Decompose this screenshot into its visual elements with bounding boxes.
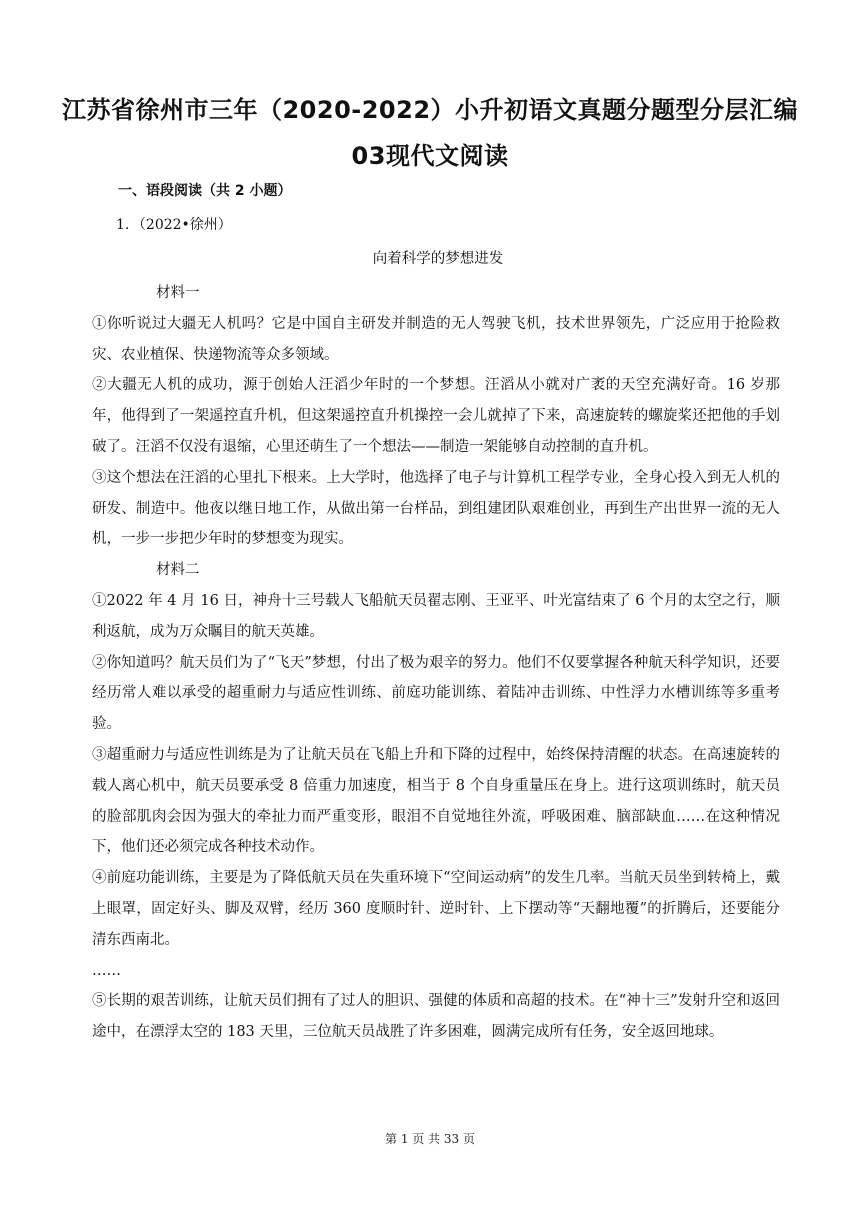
paragraph: ①你听说过大疆无人机吗？它是中国自主研发并制造的无人驾驶飞机，技术世界领先，广泛应用于抢险救灾、农业植保、快递物流等众多领域。 — [92, 315, 780, 363]
document-title-line-1: 江苏省徐州市三年（2020-2022）小升初语文真题分题型分层汇编 — [61, 96, 799, 124]
paragraph: ④前庭功能训练，主要是为了降低航天员在失重环境下“空间运动病”的发生几率。当航天员坐到转椅上，戴上眼罩，固定好头、脚及双臂，经历 360 度顺时针、逆时针、上下摆动等“天翻地覆”的折腾后，还要能分清东西南北。 — [92, 870, 780, 948]
paragraph: ③超重耐力与适应性训练是为了让航天员在飞船上升和下降的过程中，始终保持清醒的状态。在高速旋转的载人离心机中，航天员要承受 8 倍重力加速度，相当于 8 个自身重量压在身上。进行这项训练时，航天员的脸部肌肉会因为强大的牵扯力而严重变形，眼泪不自觉地往外流，呼吸困难、脑部缺血……在这种情况下，他们还必须完成各种技术动作。 — [92, 746, 780, 856]
paragraph: ②大疆无人机的成功，源于创始人汪滔少年时的一个梦想。汪滔从小就对广袤的天空充满好奇。16 岁那年，他得到了一架遥控直升机，但这架遥控直升机操控一会儿就掉了下来，高速旋转的螺旋桨还把他的手划破了。汪滔不仅没有退缩，心里还萌生了一个想法——制造一架能够自动控制的直升机。 — [92, 377, 780, 455]
material-1-label: 材料一 — [156, 285, 200, 301]
article-body — [92, 278, 780, 1048]
document-title-line-2: 03现代文阅读 — [351, 142, 509, 170]
material-2-label: 材料二 — [156, 562, 200, 579]
question-number: 1．（2022•徐州） — [116, 217, 232, 233]
paragraph: ①2022 年 4 月 16 日，神舟十三号载人飞船航天员翟志刚、王亚平、叶光富结束了 6 个月的太空之行，顺利返航，成为万众瞩目的航天英雄。 — [92, 592, 780, 640]
section-heading: 一、语段阅读（共 2 小题） — [118, 183, 292, 199]
paragraph: ⑤长期的艰苦训练，让航天员们拥有了过人的胆识、强健的体质和高超的技术。在“神十三”发射升空和返回途中，在漂浮太空的 183 天里，三位航天员战胜了许多困难，圆满完成所有任务，安全返回地球。 — [92, 993, 780, 1041]
paragraph: ②你知道吗？航天员们为了“飞天”梦想，付出了极为艰辛的努力。他们不仅要掌握各种航天科学知识，还要经历常人难以承受的超重耐力与适应性训练、前庭功能训练、着陆冲击训练、中性浮力水槽训练等多重考验。 — [92, 654, 780, 733]
article-title: 向着科学的梦想进发 — [372, 251, 504, 267]
paragraph: ③这个想法在汪滔的心里扎下根来。上大学时，他选择了电子与计算机工程学专业，全身心投入到无人机的研发、制造中。他夜以继日地工作，从做出第一台样品，到组建团队艰难创业，再到生产出世界一流的无人机，一步一步把少年时的梦想变为现实。 — [92, 469, 780, 548]
page-footer: 第 1 页 共 33 页 — [385, 1132, 475, 1146]
ellipsis: …… — [92, 962, 121, 979]
